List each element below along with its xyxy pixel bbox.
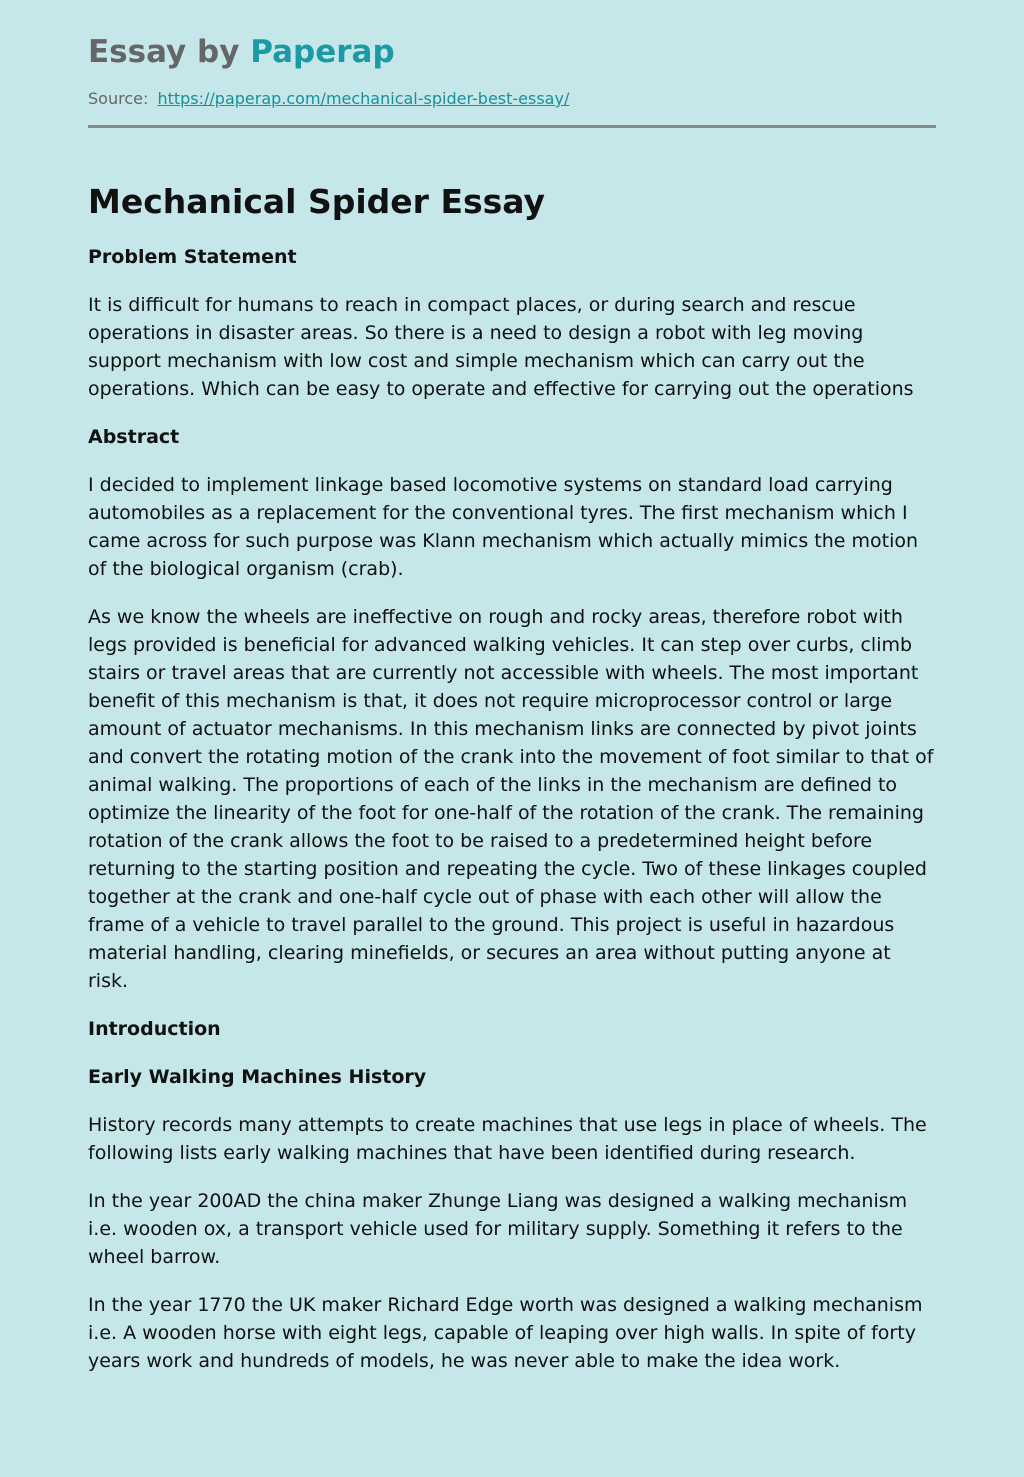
abstract-paragraph-2: As we know the wheels are ineffective on rough and rocky areas, therefore robot with legs provided is beneficial for advanced walking vehicles. It can step over curbs, climb stairs or travel areas that are currently not accessible with wheels. The most important benefit of this mechanism is that, it does not require microprocessor control or large amount of actuator mechanisms. In this mechanism links are connected by pivot joints and convert the rotating motion of the crank into the movement of foot similar to that of animal walking. The proportions of each of the links in the mechanism are defined to optimize the linearity of the foot for one-half of the rotation of the crank. The remaining rotation of the crank allows the foot to be raised to a predetermined height before returning to the starting position and repeating the cycle. Two of these linkages coupled together at the crank and one-half cycle out of phase with each other will allow the frame of a vehicle to travel parallel to the ground. This project is useful in hazardous material handling, clearing minefields, or secures an area without putting anyone at risk. (88, 606, 934, 992)
brand-name[interactable]: Paperap (250, 34, 395, 70)
abstract-heading: Abstract (88, 426, 180, 448)
brand-prefix: Essay by (88, 34, 240, 70)
early-walking-machines-heading: Early Walking Machines History (88, 1066, 427, 1088)
history-paragraph-2: In the year 200AD the china maker Zhunge Liang was designed a walking mechanism i.e. wooden ox, a transport vehicle used for military supply. Something it refers to the wheel barrow. (88, 1190, 908, 1268)
history-paragraph-1: History records many attempts to create machines that use legs in place of wheels. The following lists early walking machines that have been identified during research. (88, 1114, 927, 1164)
problem-statement-text: It is difficult for humans to reach in compact places, or during search and rescue operations in disaster areas. So there is a need to design a robot with leg moving support mechanism with low cost and simple mechanism which can carry out the operations. Which can be easy to operate and effective for carrying out the operations (88, 294, 914, 400)
header-divider (88, 125, 936, 128)
essay-page (88, 0, 936, 1375)
source-label: Source: (88, 89, 149, 108)
page-title: Mechanical Spider Essay (88, 182, 546, 221)
source-link[interactable]: https://paperap.com/mechanical-spider-best-essay/ (157, 89, 570, 108)
problem-statement-heading: Problem Statement (88, 246, 297, 268)
brand-title (88, 32, 936, 72)
history-paragraph-3: In the year 1770 the UK maker Richard Edge worth was designed a walking mechanism i.e. A wooden horse with eight legs, capable of leaping over high walls. In spite of forty years work and hundreds of models, he was never able to make the idea work. (88, 1294, 923, 1372)
abstract-paragraph-1: I decided to implement linkage based locomotive systems on standard load carrying automobiles as a replacement for the conventional tyres. The first mechanism which I came across for such purpose was Klann mechanism which actually mimics the motion of the biological organism (crab). (88, 474, 919, 580)
introduction-heading: Introduction (88, 1018, 221, 1040)
source-line (88, 88, 936, 110)
